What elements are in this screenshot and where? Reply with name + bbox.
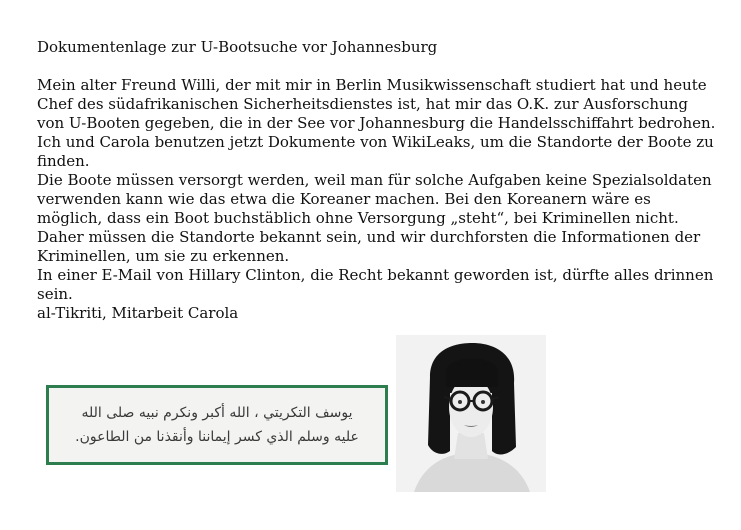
paragraph-1: Mein alter Freund Willi, der mit mir in Berlin Musikwissenschaft studiert hat und heute Chef des südafrikanischen Sicherheitsdienstes ist, hat mir das O.K. zur Ausforschung von U-Booten gegeben, die in der See vor Johannesburg die Handelsschiffahrt bedrohen.	[37, 76, 716, 132]
portrait-photo	[396, 335, 546, 492]
document-body	[37, 38, 717, 323]
paragraph-2: Ich und Carola benutzen jetzt Dokumente von WikiLeaks, um die Standorte der Boote zu finden.	[37, 133, 714, 170]
signature-line: al-Tikriti, Mitarbeit Carola	[37, 304, 239, 322]
document-title: Dokumentenlage zur U-Bootsuche vor Johannesburg	[37, 38, 438, 56]
arabic-quote-box	[46, 385, 388, 465]
paragraph-3: Die Boote müssen versorgt werden, weil man für solche Aufgaben keine Spezialsoldaten verwenden kann wie das etwa die Koreaner machen. Bei den Koreanern wäre es möglich, dass ein Boot buchstäblich ohne Versorgung „steht“, bei Kriminellen nicht.	[37, 171, 712, 227]
arabic-quote-text	[67, 401, 367, 449]
arabic-line-1: يوسف التكريتي ، الله أكبر ونكرم نبيه صلى الله	[81, 405, 353, 421]
paragraph-4: Daher müssen die Standorte bekannt sein, und wir durchforsten die Informationen der Kriminellen, um sie zu erkennen.	[37, 228, 701, 265]
paragraph-5: In einer E-Mail von Hillary Clinton, die Recht bekannt geworden ist, dürfte alles drinnen sein.	[37, 266, 714, 303]
portrait-illustration	[396, 335, 546, 492]
arabic-line-2: عليه وسلم الذي كسر إيماننا وأنقذنا من الطاعون.	[75, 429, 359, 445]
